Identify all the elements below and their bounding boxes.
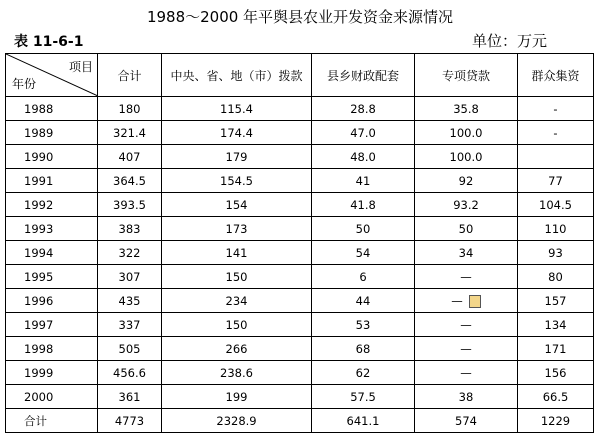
central-cell: 154.5 — [162, 169, 312, 193]
county-cell: 54 — [312, 241, 415, 265]
loan-cell: 50 — [415, 217, 518, 241]
mass-cell — [518, 145, 594, 169]
total-cell: 364.5 — [98, 169, 162, 193]
mass-cell: 156 — [518, 361, 594, 385]
total-cell: 435 — [98, 289, 162, 313]
table-row — [6, 265, 594, 289]
total-cell: 393.5 — [98, 193, 162, 217]
total-cell: 337 — [98, 313, 162, 337]
total-cell: 383 — [98, 217, 162, 241]
county-cell: 48.0 — [312, 145, 415, 169]
mass-cell: 134 — [518, 313, 594, 337]
mass-cell: 77 — [518, 169, 594, 193]
page-title: 1988～2000 年平舆县农业开发资金来源情况 — [146, 8, 454, 26]
central-cell: 174.4 — [162, 121, 312, 145]
total-cell: 4773 — [98, 409, 162, 433]
central-cell: 173 — [162, 217, 312, 241]
mass-cell: - — [518, 121, 594, 145]
year-cell: 1989 — [6, 121, 98, 145]
central-cell: 150 — [162, 265, 312, 289]
county-cell: 53 — [312, 313, 415, 337]
table-row — [6, 217, 594, 241]
loan-cell: — — [415, 289, 518, 313]
county-cell: 41.8 — [312, 193, 415, 217]
county-cell: 28.8 — [312, 97, 415, 121]
year-cell: 1990 — [6, 145, 98, 169]
total-cell: 505 — [98, 337, 162, 361]
county-cell: 68 — [312, 337, 415, 361]
loan-cell: — — [415, 361, 518, 385]
loan-cell: 92 — [415, 169, 518, 193]
table-row — [6, 385, 594, 409]
header-row — [6, 54, 594, 97]
loan-cell: 34 — [415, 241, 518, 265]
loan-cell: 100.0 — [415, 121, 518, 145]
table-row — [6, 121, 594, 145]
total-cell: 322 — [98, 241, 162, 265]
unit-label: 单位：万元 — [472, 32, 548, 50]
county-cell: 57.5 — [312, 385, 415, 409]
col-header-loan: 专项贷款 — [415, 54, 518, 97]
table-row — [6, 361, 594, 385]
central-cell: 179 — [162, 145, 312, 169]
loan-cell: 574 — [415, 409, 518, 433]
table-row — [6, 97, 594, 121]
table-row — [6, 409, 594, 433]
mass-cell: 93 — [518, 241, 594, 265]
year-cell: 1995 — [6, 265, 98, 289]
table-number: 表 11-6-1 — [14, 34, 84, 50]
loan-cell: 93.2 — [415, 193, 518, 217]
mass-cell: 80 — [518, 265, 594, 289]
total-cell: 456.6 — [98, 361, 162, 385]
table-row — [6, 193, 594, 217]
loan-cell: — — [415, 337, 518, 361]
county-cell: 41 — [312, 169, 415, 193]
year-cell: 1988 — [6, 97, 98, 121]
funding-table — [5, 53, 594, 433]
loan-cell: 35.8 — [415, 97, 518, 121]
total-cell: 180 — [98, 97, 162, 121]
table-row — [6, 169, 594, 193]
year-cell: 1999 — [6, 361, 98, 385]
col-header-central: 中央、省、地（市）拨款 — [162, 54, 312, 97]
county-cell: 50 — [312, 217, 415, 241]
col-header-mass: 群众集资 — [518, 54, 594, 97]
loan-cell: — — [415, 313, 518, 337]
corner-item-label: 项目 — [68, 60, 93, 74]
central-cell: 238.6 — [162, 361, 312, 385]
year-cell: 2000 — [6, 385, 98, 409]
total-cell: 407 — [98, 145, 162, 169]
year-cell: 1997 — [6, 313, 98, 337]
mass-cell: 171 — [518, 337, 594, 361]
table-row — [6, 241, 594, 265]
county-cell: 6 — [312, 265, 415, 289]
central-cell: 199 — [162, 385, 312, 409]
mass-cell: 104.5 — [518, 193, 594, 217]
year-cell: 合计 — [6, 409, 98, 433]
mass-cell: 110 — [518, 217, 594, 241]
loan-cell: 100.0 — [415, 145, 518, 169]
central-cell: 266 — [162, 337, 312, 361]
county-cell: 47.0 — [312, 121, 415, 145]
col-header-total: 合计 — [98, 54, 162, 97]
year-cell: 1998 — [6, 337, 98, 361]
total-cell: 307 — [98, 265, 162, 289]
total-cell: 321.4 — [98, 121, 162, 145]
table-row — [6, 289, 594, 313]
total-cell: 361 — [98, 385, 162, 409]
table-row — [6, 313, 594, 337]
loan-cell: — — [415, 265, 518, 289]
central-cell: 234 — [162, 289, 312, 313]
col-header-county: 县乡财政配套 — [312, 54, 415, 97]
year-cell: 1996 — [6, 289, 98, 313]
central-cell: 2328.9 — [162, 409, 312, 433]
year-cell: 1994 — [6, 241, 98, 265]
county-cell: 44 — [312, 289, 415, 313]
mass-cell: 157 — [518, 289, 594, 313]
county-cell: 641.1 — [312, 409, 415, 433]
central-cell: 154 — [162, 193, 312, 217]
table-row — [6, 337, 594, 361]
corner-year-label: 年份 — [12, 77, 37, 91]
loan-cell: 38 — [415, 385, 518, 409]
mass-cell: 66.5 — [518, 385, 594, 409]
mass-cell: 1229 — [518, 409, 594, 433]
central-cell: 150 — [162, 313, 312, 337]
central-cell: 115.4 — [162, 97, 312, 121]
paste-options-icon[interactable] — [469, 295, 481, 308]
table-row — [6, 145, 594, 169]
central-cell: 141 — [162, 241, 312, 265]
corner-header-cell — [6, 54, 98, 97]
year-cell: 1993 — [6, 217, 98, 241]
mass-cell: - — [518, 97, 594, 121]
year-cell: 1991 — [6, 169, 98, 193]
year-cell: 1992 — [6, 193, 98, 217]
county-cell: 62 — [312, 361, 415, 385]
